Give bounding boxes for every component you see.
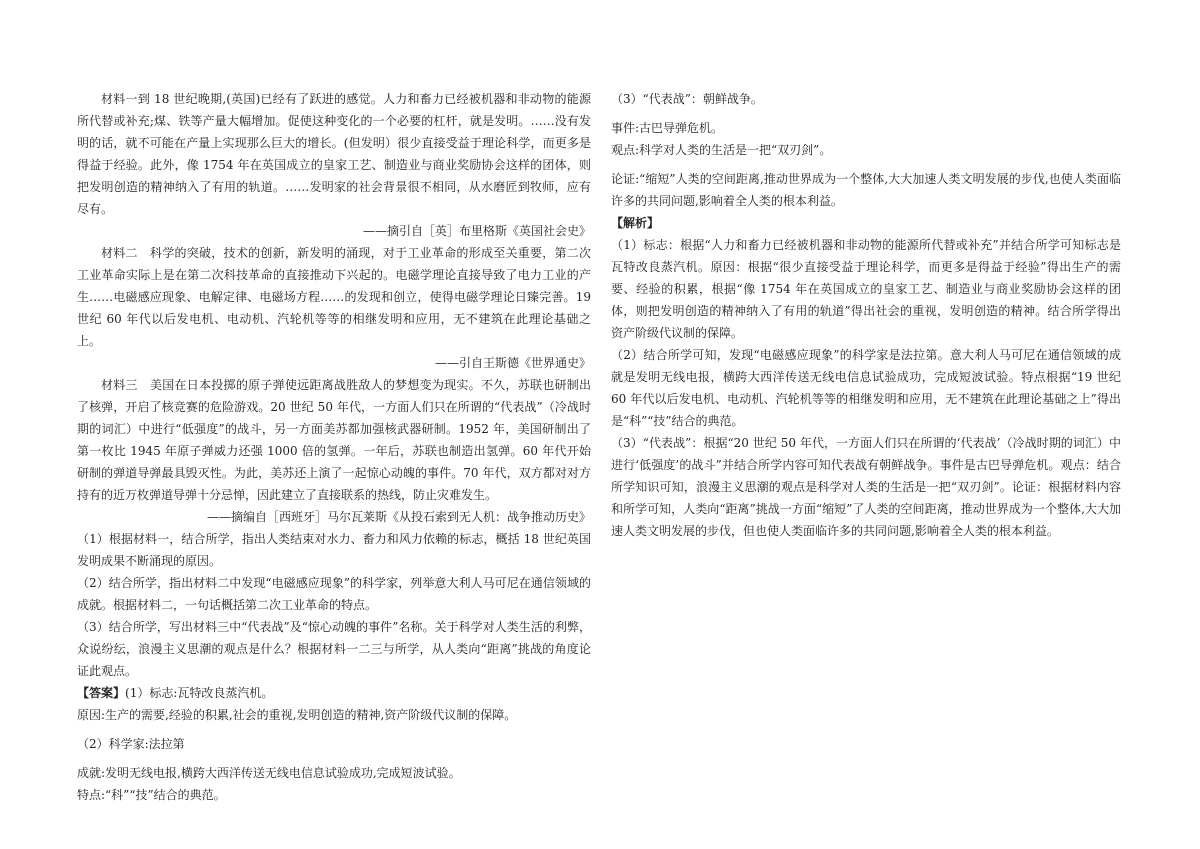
analysis-1: （1）标志：根据“人力和畜力已经被机器和非动物的能源所代替或补充”并结合所学可知标志是瓦特改良蒸汽机。原因：根据“很少直接受益于理论科学，而更多是得益于经验”得出生产的需要、经验的积累，根据“像 1754 年在英国成立的皇家工艺、制造业与商业奖励协会这样的团体，则把发明创造的精神纳入了有用的轨道”得出社会的重视，发明创造的精神。结合所学得出资产阶级代议制的保障。	[611, 238, 1121, 340]
material-three: 材料三 美国在日本投掷的原子弹使远距离战胜敌人的梦想变为现实。不久，苏联也研制出了核弹，开启了核竞赛的危险游戏。20 世纪 50 年代，一方面人们只在所谓的“代表战”（冷战时期的词汇）中进行“低强度”的战斗，另一方面美苏都加强核武器研制。1952 年，美国研制出了第一枚比 1945 年原子弹威力还强 1000 倍的氢弹。一年后，苏联也制造出氢弹。60 年代开始研制的弹道导弹最具毁灭性。为此，美苏还上演了一起惊心动魄的事件。70 年代，双方都对对方持有的近万枚弹道导弹十分忌惮，因此建立了直接联系的热线，防止灾难发生。	[77, 378, 591, 502]
analysis-tag: 【解析】	[611, 216, 660, 230]
answer-3-argument: 论证:“缩短”人类的空间距离,推动世界成为一个整体,大大加速人类文明发展的步伐,也使人类面临许多的共同问题,影响着全人类的根本利益。	[611, 172, 1121, 208]
answer-3: （3）“代表战”：朝鲜战争。	[611, 92, 763, 106]
answer-2-feature: 特点:“科”“技”结合的典范。	[77, 788, 226, 802]
analysis-3: （3）“代表战”：根据“20 世纪 50 年代，一方面人们只在所谓的‘代表战’（冷战时期的词汇）中进行‘低强度’的战斗”并结合所学内容可知代表战有朝鲜战争。事件是古巴导弹危机。观点：结合所学知识可知，浪漫主义思潮的观点是科学对人类的生活是一把“双刃剑”。论证：根据材料内容和所学可知，人类向“距离”挑战一方面“缩短”了人类的空间距离，推动世界成为一个整体,大大加速人类文明发展的步伐，但也使人类面临许多的共同问题,影响着全人类的根本利益。	[611, 436, 1121, 538]
material-one-source: ——摘引自［英］布里格斯《英国社会史》	[362, 224, 591, 238]
answer-2-achievement: 成就:发明无线电报,横跨大西洋传送无线电信息试验成功,完成短波试验。	[77, 766, 461, 780]
answer-3-event: 事件:古巴导弹危机。	[611, 121, 724, 135]
question-3: （3）结合所学，写出材料三中“代表战”及“惊心动魄的事件”名称。关于科学对人类生活的利弊，众说纷纭，浪漫主义思潮的观点是什么？根据材料一二三与所学，从人类向“距离”挑战的角度论证此观点。	[77, 620, 591, 678]
answer-3-view: 观点:科学对人类的生活是一把“双刃剑”。	[611, 143, 832, 157]
answer-2: （2）科学家:法拉第	[77, 737, 185, 751]
question-1: （1）根据材料一，结合所学，指出人类结束对水力、畜力和风力依赖的标志，概括 18 世纪英国发明成果不断涌现的原因。	[77, 532, 591, 568]
material-two: 材料二 科学的突破，技术的创新，新发明的涌现，对于工业革命的形成至关重要，第二次工业革命实际上是在第二次科技革命的直接推动下兴起的。电磁学理论直接导致了电力工业的产生……电磁感应现象、电解定律、电磁场方程……的发现和创立，使得电磁学理论日臻完善。19 世纪 60 年代以后发电机、电动机、汽轮机等等的相继发明和应用，无不建筑在此理论基础之上。	[77, 246, 591, 348]
answer-tag: 【答案】	[77, 686, 126, 700]
analysis-2: （2）结合所学可知，发现“电磁感应现象”的科学家是法拉第。意大利人马可尼在通信领域的成就是发明无线电报，横跨大西洋传送无线电信息试验成功，完成短波试验。特点根据“19 世纪 60 年代以后发电机、电动机、汽轮机等等的相继发明和应用，无不建筑在此理论基础之上”得出是“科”“技”结合的典范。	[611, 348, 1121, 428]
material-three-source: ——摘编自［西班牙］马尔瓦莱斯《从投石索到无人机：战争推动历史》	[206, 510, 591, 524]
left-column	[77, 88, 591, 806]
answer-1-reason: 原因:生产的需要,经验的积累,社会的重视,发明创造的精神,资产阶级代议制的保障。	[77, 708, 517, 722]
question-2: （2）结合所学，指出材料二中发现“电磁感应现象”的科学家，列举意大利人马可尼在通信领域的成就。根据材料二，一句话概括第二次工业革命的特点。	[77, 576, 591, 612]
right-column	[611, 88, 1121, 542]
material-one: 材料一到 18 世纪晚期,(英国)已经有了跃进的感觉。人力和畜力已经被机器和非动物的能源所代替或补充;煤、铁等产量大幅增加。促使这种变化的一个必要的杠杆，就是发明。……没有发明的话，就不可能在产量上实现那么巨大的增长。(但发明）很少直接受益于理论科学，而更多是得益于经验。此外，像 1754 年在英国成立的皇家工艺、制造业与商业奖励协会这样的团体，则把发明创造的精神纳入了有用的轨道。……发明家的社会背景很不相同，从水磨匠到牧师，应有尽有。	[77, 92, 591, 216]
answer-1	[77, 682, 591, 704]
answer-1-text: (1）标志:瓦特改良蒸汽机。	[125, 686, 274, 700]
material-two-source: ——引自王斯德《世界通史》	[434, 356, 591, 370]
